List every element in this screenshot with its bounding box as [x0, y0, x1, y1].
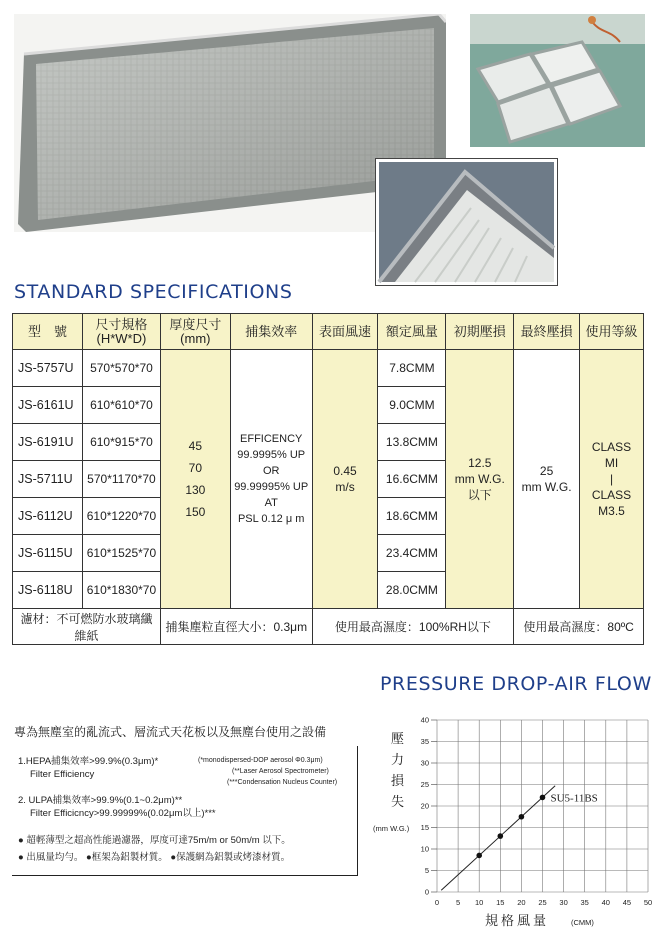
pressure-section-title: PRESSURE DROP-AIR FLOW [380, 673, 652, 695]
data-point [519, 814, 525, 820]
chart-y-label [391, 732, 405, 810]
y-unit: (mm W.G.) [373, 824, 410, 833]
material-note: 濾材：不可燃防水玻璃纖維紙 [13, 609, 161, 645]
thickness-cell: 45 70 130 150 [160, 350, 230, 609]
x-label: 規格風量 [485, 914, 550, 929]
y-label-char: 損 [391, 774, 405, 789]
header-efficiency: 捕集效率 [230, 314, 312, 350]
hepa-efficiency: 1.HEPA捕集效率>99.9%(0.3μm)* [18, 756, 159, 767]
hepa-efficiency-sub: Filter Efficiency [30, 769, 95, 780]
size-cell: 570*1170*70 [82, 461, 160, 498]
size-cell: 570*570*70 [82, 350, 160, 387]
header-final-drop: 最終壓損 [514, 314, 580, 350]
particle-note: 捕集塵粒直徑大小：0.3μm [160, 609, 312, 645]
humidity-note: 使用最高濕度：100%RH以下 [312, 609, 514, 645]
size-cell: 610*1525*70 [82, 535, 160, 572]
hepa-footnote-1: (*monodispersed-DOP aerosol Φ0.3μm) [198, 757, 323, 764]
header-rated-flow: 額定風量 [378, 314, 446, 350]
x-tick-label: 45 [622, 898, 632, 907]
header-velocity: 表面風速 [312, 314, 378, 350]
flow-cell: 16.6CMM [378, 461, 446, 498]
size-cell: 610*915*70 [82, 424, 160, 461]
notes-title: 專為無塵室的亂流式、層流式天花板以及無塵台使用之設備 [14, 725, 327, 739]
velocity-cell: 0.45 m/s [312, 350, 378, 609]
y-tick-label: 5 [424, 866, 429, 875]
data-point [476, 853, 482, 859]
chart-y-ticks [421, 716, 437, 897]
model-cell: JS-6115U [13, 535, 83, 572]
size-cell: 610*610*70 [82, 387, 160, 424]
x-unit: (CMM) [571, 918, 594, 927]
model-cell: JS-5757U [13, 350, 83, 387]
ulpa-efficiency: 2. ULPA捕集效率>99.9%(0.1~0.2μm)** [18, 795, 183, 806]
flow-cell: 7.8CMM [378, 350, 446, 387]
flow-cell: 9.0CMM [378, 387, 446, 424]
x-tick-label: 10 [475, 898, 484, 907]
spec-section-title: STANDARD SPECIFICATIONS [14, 281, 293, 303]
y-tick-label: 30 [420, 758, 429, 768]
spec-table [12, 313, 644, 645]
header-thickness: 厚度尺寸 (mm) [160, 314, 230, 350]
temperature-note: 使用最高濕度：80ºC [514, 609, 644, 645]
header-grade: 使用等級 [580, 314, 644, 350]
header-size: 尺寸規格 (H*W*D) [82, 314, 160, 350]
initial-drop-cell: 12.5 mm W.G. 以下 [446, 350, 514, 609]
flow-cell: 28.0CMM [378, 572, 446, 609]
x-tick-label: 25 [538, 898, 547, 907]
model-cell: JS-6118U [13, 572, 83, 609]
y-tick-label: 20 [420, 801, 429, 811]
y-tick-label: 0 [424, 887, 429, 897]
y-tick-label: 35 [420, 737, 429, 746]
x-tick-label: 30 [559, 898, 568, 907]
table-header-row [13, 314, 644, 350]
x-tick-label: 20 [517, 898, 526, 907]
flow-cell: 13.8CMM [378, 424, 446, 461]
table-footer-row [13, 609, 644, 645]
chart-x-ticks [435, 898, 652, 907]
ulpa-efficiency-sub: Filter Efficicncy>99.99999%(0.02μm以上)*** [30, 808, 216, 819]
pressure-drop-chart [365, 705, 655, 937]
x-tick-label: 0 [434, 898, 440, 907]
feature-line-2: ● 出風量均勻。 ●框架為鋁製材質。 ●保護網為鋁製或烤漆材質。 [18, 852, 291, 863]
x-tick-label: 35 [580, 898, 589, 907]
grade-cell: CLASS MI | CLASS M3.5 [580, 350, 644, 609]
header-initial-drop: 初期壓損 [446, 314, 514, 350]
hepa-footnote-3: (***Condensation Nucleus Counter) [227, 779, 338, 786]
y-tick-label: 10 [420, 844, 429, 854]
notes-box [12, 746, 358, 876]
y-tick-label: 40 [420, 715, 429, 725]
table-row [13, 350, 644, 387]
data-point [498, 833, 504, 839]
size-cell: 610*1220*70 [82, 498, 160, 535]
y-tick-label: 15 [420, 823, 429, 832]
y-label-char: 失 [391, 795, 405, 810]
series-label: SU5-11BS [550, 792, 598, 805]
filter-corner-closeup-photo [375, 158, 558, 286]
chart-grid [437, 720, 648, 892]
final-drop-cell: 25 mm W.G. [514, 350, 580, 609]
model-cell: JS-6191U [13, 424, 83, 461]
x-tick-label: 15 [496, 898, 505, 907]
model-cell: JS-6161U [13, 387, 83, 424]
filter-installation-photo [470, 14, 645, 147]
size-cell: 610*1830*70 [82, 572, 160, 609]
model-cell: JS-5711U [13, 461, 83, 498]
efficiency-cell: EFFICENCY 99.9995% UP OR 99.99995% UP AT PSL 0.12 μ m [230, 350, 312, 609]
y-label-char: 力 [391, 753, 405, 768]
hepa-footnote-2: (**Laser Aerosol Spectrometer) [232, 768, 329, 775]
x-tick-label: 40 [601, 898, 610, 907]
x-tick-label: 5 [456, 898, 461, 907]
flow-cell: 23.4CMM [378, 535, 446, 572]
y-label-char: 壓 [391, 732, 405, 747]
data-point [540, 795, 546, 801]
x-tick-label: 50 [643, 898, 653, 907]
y-tick-label: 25 [420, 780, 429, 789]
header-model: 型 號 [13, 314, 83, 350]
flow-cell: 18.6CMM [378, 498, 446, 535]
feature-line-1: ● 超輕薄型之超高性能過濾器，厚度可達75m/m or 50m/m 以下。 [18, 835, 291, 846]
model-cell: JS-6112U [13, 498, 83, 535]
